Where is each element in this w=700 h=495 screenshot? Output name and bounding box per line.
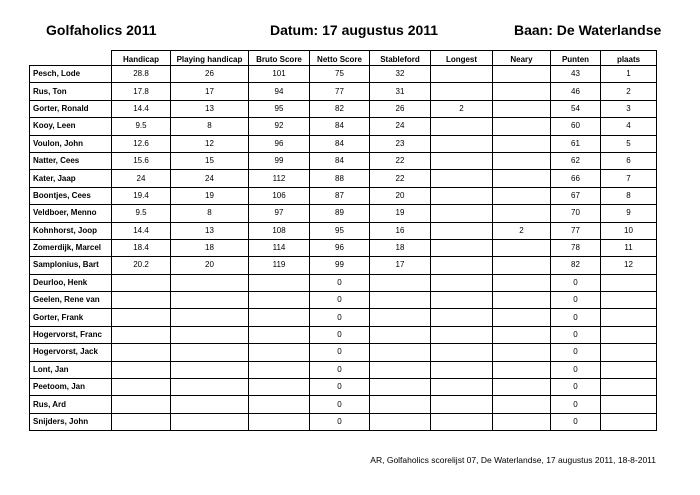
score-cell: [493, 205, 551, 222]
table-row: [30, 292, 657, 309]
score-cell: 12.6: [112, 135, 171, 152]
column-header: Playing handicap: [171, 51, 249, 66]
player-name: Natter, Cees: [30, 152, 112, 169]
score-cell: 82: [551, 257, 601, 274]
table-row: [30, 309, 657, 326]
score-cell: [112, 379, 171, 396]
score-cell: [431, 152, 493, 169]
score-cell: 20: [171, 257, 249, 274]
score-cell: 18: [171, 239, 249, 256]
score-cell: [601, 379, 657, 396]
score-cell: [431, 135, 493, 152]
score-cell: 28.8: [112, 66, 171, 83]
score-cell: 0: [551, 344, 601, 361]
score-cell: 13: [171, 222, 249, 239]
score-cell: 0: [551, 326, 601, 343]
score-cell: [171, 326, 249, 343]
score-cell: 9.5: [112, 205, 171, 222]
score-cell: 23: [370, 135, 431, 152]
table-row: [30, 152, 657, 169]
score-cell: 10: [601, 222, 657, 239]
table-row: [30, 326, 657, 343]
score-cell: 15.6: [112, 152, 171, 169]
score-cell: [431, 170, 493, 187]
column-header: Punten: [551, 51, 601, 66]
score-cell: 17.8: [112, 83, 171, 100]
score-cell: [249, 292, 310, 309]
score-cell: [370, 396, 431, 413]
score-cell: 11: [601, 239, 657, 256]
score-cell: 114: [249, 239, 310, 256]
score-cell: [249, 361, 310, 378]
course-label: Baan: De Waterlandse: [514, 22, 662, 38]
column-header: Netto Score: [310, 51, 370, 66]
score-cell: 99: [249, 152, 310, 169]
score-cell: 8: [601, 187, 657, 204]
score-cell: 16: [370, 222, 431, 239]
player-name: Hogervorst, Jack: [30, 344, 112, 361]
player-name: Boontjes, Cees: [30, 187, 112, 204]
score-cell: [431, 205, 493, 222]
score-cell: [249, 413, 310, 430]
score-cell: 12: [171, 135, 249, 152]
score-cell: [431, 66, 493, 83]
column-header: Stableford: [370, 51, 431, 66]
score-cell: 84: [310, 135, 370, 152]
score-cell: 82: [310, 100, 370, 117]
score-cell: [112, 361, 171, 378]
score-cell: 108: [249, 222, 310, 239]
table-row: [30, 66, 657, 83]
player-name: Kooy, Leen: [30, 118, 112, 135]
score-cell: [431, 118, 493, 135]
table-row: [30, 396, 657, 413]
player-name: Hogervorst, Franc: [30, 326, 112, 343]
score-cell: 7: [601, 170, 657, 187]
score-cell: 95: [310, 222, 370, 239]
table-row: [30, 344, 657, 361]
score-cell: [493, 66, 551, 83]
score-cell: [601, 344, 657, 361]
score-cell: 66: [551, 170, 601, 187]
score-cell: 26: [171, 66, 249, 83]
score-cell: [431, 309, 493, 326]
player-name: Veldboer, Menno: [30, 205, 112, 222]
score-cell: [249, 344, 310, 361]
score-cell: 1: [601, 66, 657, 83]
score-cell: 0: [551, 413, 601, 430]
score-cell: 88: [310, 170, 370, 187]
score-cell: [370, 274, 431, 291]
table-body: [30, 66, 657, 431]
score-cell: [171, 396, 249, 413]
score-cell: 9.5: [112, 118, 171, 135]
score-cell: 112: [249, 170, 310, 187]
score-cell: 0: [551, 292, 601, 309]
score-cell: [493, 274, 551, 291]
score-cell: [112, 274, 171, 291]
score-cell: [431, 239, 493, 256]
score-cell: [431, 344, 493, 361]
score-cell: 0: [551, 309, 601, 326]
score-cell: 19: [370, 205, 431, 222]
score-cell: [493, 257, 551, 274]
player-name: Rus, Ton: [30, 83, 112, 100]
score-cell: 96: [310, 239, 370, 256]
score-cell: 0: [310, 396, 370, 413]
score-cell: 70: [551, 205, 601, 222]
score-cell: [493, 292, 551, 309]
score-cell: 17: [370, 257, 431, 274]
header-row: [30, 51, 657, 66]
score-cell: [493, 239, 551, 256]
score-cell: 84: [310, 152, 370, 169]
score-cell: 19: [171, 187, 249, 204]
date-label: Datum: 17 augustus 2011: [270, 22, 439, 38]
score-cell: 106: [249, 187, 310, 204]
score-cell: 0: [551, 396, 601, 413]
score-cell: [431, 187, 493, 204]
player-name: Pesch, Lode: [30, 66, 112, 83]
score-cell: [493, 83, 551, 100]
score-cell: 22: [370, 170, 431, 187]
player-name: Voulon, John: [30, 135, 112, 152]
table-row: [30, 379, 657, 396]
score-cell: [493, 379, 551, 396]
score-cell: 14.4: [112, 222, 171, 239]
score-cell: [431, 361, 493, 378]
player-name: Lont, Jan: [30, 361, 112, 378]
score-cell: [370, 309, 431, 326]
score-cell: 0: [310, 309, 370, 326]
player-name: Rus, Ard: [30, 396, 112, 413]
player-name: Kater, Jaap: [30, 170, 112, 187]
score-cell: 0: [310, 361, 370, 378]
table-row: [30, 239, 657, 256]
score-cell: [493, 344, 551, 361]
score-cell: [493, 396, 551, 413]
score-cell: [601, 396, 657, 413]
score-cell: 20: [370, 187, 431, 204]
score-cell: 9: [601, 205, 657, 222]
score-cell: 84: [310, 118, 370, 135]
score-cell: 17: [171, 83, 249, 100]
score-cell: 12: [601, 257, 657, 274]
score-cell: [493, 326, 551, 343]
score-cell: 54: [551, 100, 601, 117]
player-name: Gorter, Frank: [30, 309, 112, 326]
score-cell: [171, 344, 249, 361]
column-header: Handicap: [112, 51, 171, 66]
score-cell: 61: [551, 135, 601, 152]
player-name: Samplonius, Bart: [30, 257, 112, 274]
score-cell: [431, 326, 493, 343]
score-cell: 20.2: [112, 257, 171, 274]
column-header: Neary: [493, 51, 551, 66]
player-name: Deurloo, Henk: [30, 274, 112, 291]
table-row: [30, 205, 657, 222]
score-cell: 92: [249, 118, 310, 135]
score-cell: 0: [551, 361, 601, 378]
score-cell: [112, 292, 171, 309]
score-cell: 32: [370, 66, 431, 83]
score-cell: [112, 326, 171, 343]
score-cell: [370, 379, 431, 396]
score-cell: [249, 309, 310, 326]
score-cell: [249, 274, 310, 291]
score-cell: [601, 413, 657, 430]
score-cell: 96: [249, 135, 310, 152]
score-cell: [493, 413, 551, 430]
score-cell: 3: [601, 100, 657, 117]
score-cell: [171, 361, 249, 378]
score-cell: [493, 361, 551, 378]
score-cell: [370, 326, 431, 343]
player-name: Kohnhorst, Joop: [30, 222, 112, 239]
score-cell: 60: [551, 118, 601, 135]
score-cell: 78: [551, 239, 601, 256]
table-row: [30, 274, 657, 291]
score-cell: [431, 413, 493, 430]
score-cell: 6: [601, 152, 657, 169]
score-cell: 26: [370, 100, 431, 117]
score-cell: [493, 309, 551, 326]
score-cell: 8: [171, 205, 249, 222]
score-cell: [493, 170, 551, 187]
score-cell: 13: [171, 100, 249, 117]
score-cell: [370, 361, 431, 378]
score-cell: [171, 292, 249, 309]
score-cell: [493, 152, 551, 169]
score-cell: 0: [551, 274, 601, 291]
score-cell: 62: [551, 152, 601, 169]
score-cell: [431, 396, 493, 413]
score-cell: 0: [551, 379, 601, 396]
score-cell: 97: [249, 205, 310, 222]
score-cell: 0: [310, 379, 370, 396]
player-name: Geelen, Rene van: [30, 292, 112, 309]
score-cell: [601, 309, 657, 326]
score-cell: [431, 274, 493, 291]
score-cell: [171, 309, 249, 326]
score-cell: [601, 292, 657, 309]
score-cell: [249, 379, 310, 396]
score-cell: 46: [551, 83, 601, 100]
score-cell: 19.4: [112, 187, 171, 204]
score-cell: [171, 274, 249, 291]
score-cell: [431, 379, 493, 396]
score-cell: [171, 379, 249, 396]
column-header: plaats: [601, 51, 657, 66]
score-cell: 18: [370, 239, 431, 256]
table-row: [30, 100, 657, 117]
score-cell: 77: [310, 83, 370, 100]
score-cell: [249, 326, 310, 343]
score-cell: 2: [601, 83, 657, 100]
score-cell: 0: [310, 344, 370, 361]
table-row: [30, 187, 657, 204]
player-name: Zomerdijk, Marcel: [30, 239, 112, 256]
score-cell: 5: [601, 135, 657, 152]
score-cell: [171, 413, 249, 430]
table-row: [30, 413, 657, 430]
score-cell: [249, 396, 310, 413]
footer-note: AR, Golfaholics scorelijst 07, De Waterlandse, 17 augustus 2011, 18-8-2011: [370, 455, 656, 465]
score-cell: [370, 413, 431, 430]
score-cell: 2: [431, 100, 493, 117]
table-row: [30, 118, 657, 135]
score-cell: 77: [551, 222, 601, 239]
score-cell: 31: [370, 83, 431, 100]
score-cell: [601, 361, 657, 378]
score-cell: [112, 309, 171, 326]
page-title: Golfaholics 2011: [46, 22, 157, 38]
player-name: Gorter, Ronald: [30, 100, 112, 117]
score-cell: 101: [249, 66, 310, 83]
score-cell: 94: [249, 83, 310, 100]
player-name: Snijders, John: [30, 413, 112, 430]
score-cell: 24: [112, 170, 171, 187]
table-row: [30, 170, 657, 187]
score-cell: [431, 292, 493, 309]
column-header: Longest: [431, 51, 493, 66]
column-header: Bruto Score: [249, 51, 310, 66]
score-cell: 87: [310, 187, 370, 204]
score-cell: [370, 344, 431, 361]
score-cell: 67: [551, 187, 601, 204]
player-name: Peetoom, Jan: [30, 379, 112, 396]
score-table: [29, 50, 657, 431]
table-row: [30, 135, 657, 152]
score-cell: 18.4: [112, 239, 171, 256]
table-row: [30, 83, 657, 100]
score-cell: 8: [171, 118, 249, 135]
score-cell: [112, 344, 171, 361]
score-cell: 22: [370, 152, 431, 169]
score-cell: 0: [310, 292, 370, 309]
score-cell: 2: [493, 222, 551, 239]
score-cell: [493, 187, 551, 204]
score-cell: 15: [171, 152, 249, 169]
table-row: [30, 257, 657, 274]
score-cell: [431, 83, 493, 100]
score-cell: 4: [601, 118, 657, 135]
score-cell: 43: [551, 66, 601, 83]
score-cell: [601, 326, 657, 343]
score-cell: [601, 274, 657, 291]
table-row: [30, 361, 657, 378]
score-cell: [493, 118, 551, 135]
corner-cell: [30, 51, 112, 66]
score-cell: 95: [249, 100, 310, 117]
score-cell: 0: [310, 326, 370, 343]
score-cell: [112, 413, 171, 430]
score-cell: [493, 100, 551, 117]
score-cell: 99: [310, 257, 370, 274]
score-cell: 24: [370, 118, 431, 135]
table-row: [30, 222, 657, 239]
score-cell: 14.4: [112, 100, 171, 117]
score-cell: 0: [310, 413, 370, 430]
score-cell: [431, 257, 493, 274]
score-cell: [370, 292, 431, 309]
score-cell: 75: [310, 66, 370, 83]
score-cell: [431, 222, 493, 239]
score-cell: 24: [171, 170, 249, 187]
score-cell: 0: [310, 274, 370, 291]
score-cell: [493, 135, 551, 152]
score-cell: 89: [310, 205, 370, 222]
score-cell: [112, 396, 171, 413]
score-cell: 119: [249, 257, 310, 274]
